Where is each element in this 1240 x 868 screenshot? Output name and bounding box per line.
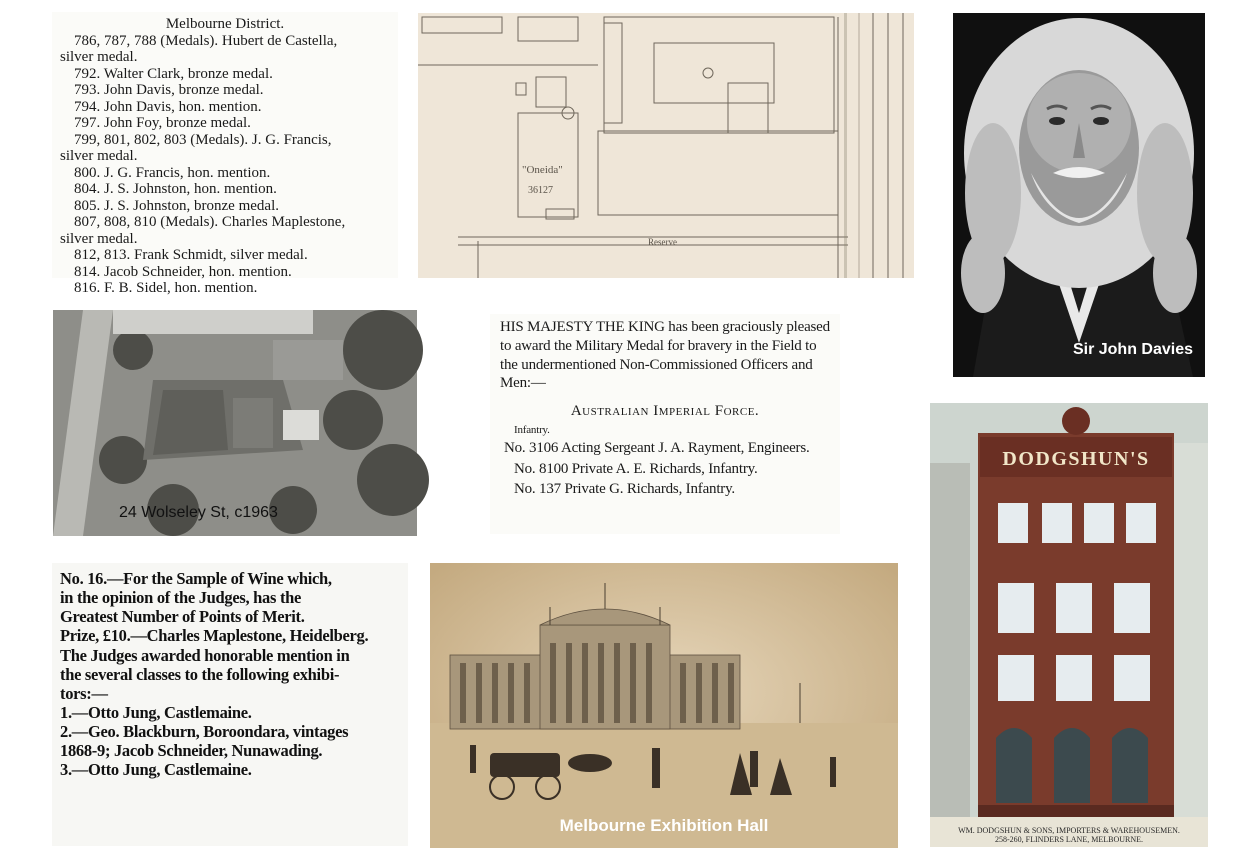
clipping-line: silver medal. (60, 230, 138, 247)
exhibition-hall-drawing (430, 563, 898, 848)
clipping-line: 1.—Otto Jung, Castlemaine. (60, 702, 252, 722)
clipping-line: 812, 813. Frank Schmidt, silver medal. (74, 247, 308, 263)
clipping-line: 793. John Davis, bronze medal. (74, 82, 264, 98)
portrait-drawing (953, 13, 1205, 377)
clipping-line: No. 3106 Acting Sergeant J. A. Rayment, Engineers. (504, 440, 810, 457)
aerial-caption: 24 Wolseley St, c1963 (119, 504, 278, 521)
military-sub: Infantry. (514, 424, 550, 436)
clipping-line: No. 16.—For the Sample of Wine which, (60, 569, 332, 588)
military-intro: HIS MAJESTY THE KING has been graciously pleased to award the Military Medal for bravery in the Field to the undermentioned Non-Commissioned Officers and Men:— (500, 319, 830, 392)
clipping-line: Greatest Number of Points of Merit. (60, 607, 305, 627)
aerial-photo (53, 310, 417, 536)
building-caption (930, 827, 1208, 845)
portrait-photo (953, 13, 1205, 377)
clipping-line: 794. John Davis, hon. mention. (74, 98, 262, 115)
exhibition-hall-caption: Melbourne Exhibition Hall (559, 816, 769, 835)
survey-plan (418, 13, 914, 278)
plan-house-label: "Oneida" (522, 164, 563, 176)
aerial-drawing (53, 310, 417, 536)
plan-reserve-label: Reserve (648, 237, 677, 247)
clipping-line: silver medal. (60, 148, 138, 164)
clipping-line: tors:— (60, 683, 108, 703)
portrait-caption: Sir John Davies (1072, 341, 1193, 358)
clipping-line: 797. John Foy, bronze medal. (74, 115, 251, 131)
exhibition-hall-engraving (430, 563, 898, 848)
clipping-line: 804. J. S. Johnston, hon. mention. (74, 181, 277, 197)
clipping-line: 816. F. B. Sidel, hon. mention. (74, 280, 258, 296)
medals-clipping (52, 12, 398, 296)
clipping-line: 800. J. G. Francis, hon. mention. (74, 164, 271, 181)
clipping-line: 2.—Geo. Blackburn, Boroondara, vintages (60, 722, 349, 741)
clipping-line: in the opinion of the Judges, has the (60, 588, 302, 608)
clipping-line: 814. Jacob Schneider, hon. mention. (74, 263, 292, 280)
clipping-line: 3.—Otto Jung, Castlemaine. (60, 760, 252, 780)
military-medal-clipping (490, 314, 840, 534)
clipping-line: The Judges awarded honorable mention in (60, 645, 350, 665)
plan-lot-label: 36127 (528, 185, 553, 196)
clipping-line: No. 8100 Private A. E. Richards, Infantry. (514, 460, 758, 477)
clipping-line: No. 137 Private G. Richards, Infantry. (514, 481, 735, 498)
clipping-line: silver medal. (60, 49, 138, 65)
building-caption-line-1: WM. DODGSHUN & SONS, IMPORTERS & WAREHOUSEMEN. (958, 826, 1180, 836)
building-drawing (930, 403, 1208, 847)
clipping-line: 807, 808, 810 (Medals). Charles Maplestone, (74, 214, 346, 230)
building-sign: DODGSHUN'S (1002, 448, 1150, 470)
wine-prize-clipping (52, 563, 408, 846)
clipping-line: Melbourne District. (165, 16, 285, 32)
clipping-line: 792. Walter Clark, bronze medal. (74, 65, 273, 82)
survey-plan-drawing (418, 13, 914, 278)
building-caption-line-2: 258-260, FLINDERS LANE, MELBOURNE. (995, 835, 1143, 845)
clipping-line: 799, 801, 802, 803 (Medals). J. G. Francis, (74, 131, 332, 148)
clipping-line: 1868-9; Jacob Schneider, Nunawading. (60, 741, 323, 761)
dodgshuns-building-postcard (930, 403, 1208, 847)
military-heading: Australian Imperial Force. (570, 403, 760, 419)
clipping-line: the several classes to the following exhibi- (60, 664, 340, 684)
clipping-line: Prize, £10.—Charles Maplestone, Heidelberg. (60, 626, 369, 646)
clipping-line: 805. J. S. Johnston, bronze medal. (74, 197, 279, 214)
clipping-line: 786, 787, 788 (Medals). Hubert de Castella, (74, 32, 338, 49)
